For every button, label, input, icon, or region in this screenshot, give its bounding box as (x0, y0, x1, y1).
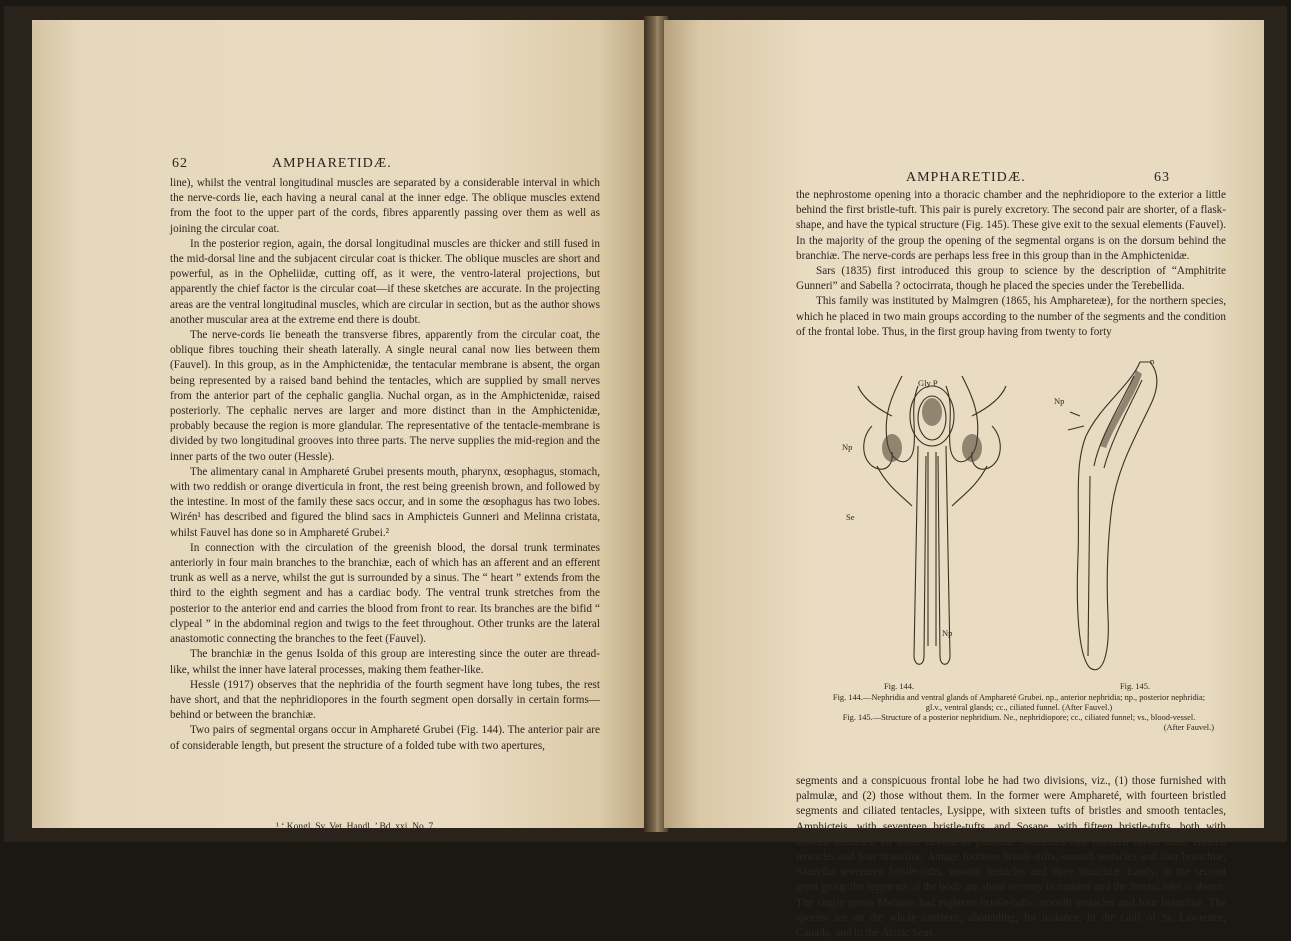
paragraph: The alimentary canal in Amphareté Grubei presents mouth, pharynx, œsophagus, stomach, with two reddish or orange diverticula in front, the rest being greenish brown, and followed by the intestine. In most of the family these sacs occur, and in some the œsophagus has two lobes. Wirén¹ has described and figured the blind sacs in Amphicteis Gunneri and Melinna cristata, whilst Fauvel has done so in Amphareté Grubei.² (170, 465, 600, 539)
footnotes (276, 822, 596, 844)
footnote: ¹ ‘ Kongl. Sv. Vet. Handl.,’ Bd. xxi, No. 7. (276, 822, 436, 832)
paragraph: Hessle (1917) observes that the nephridia of the fourth segment have long tubes, the rest have short, and that the nephridiopores in the fourth segment open dorsally in certain forms—behind or between the branchiæ. (170, 678, 600, 722)
fig-145-illustration (1050, 356, 1190, 676)
paragraph: segments and a conspicuous frontal lobe he had two divisions, viz., (1) those furnished with palmulæ, and (2) those without them. In the former were Amphareté, with fourteen bristled segments and ciliated tentacles, Lysippe, with sixteen tufts of bristles and smooth tentacles, Amphicteis, with seventeen bristle-tufts, and Sosane, with fifteen bristle-tufts, both with smooth tentacles. Of those devoid of palmulæ Sabellides had fourteen bristle-tufts, ciliated tentacles and four branchiæ, Amage fourteen bristle-tufts, smooth tentacles and four branchiæ, Samytha seventeen bristle-tufts, smooth tentacles and three branchiæ. Lastly, in the second great group the segments of the body are about seventy in number and the frontal lobe is absent. The single genus Melinna had eighteen bristle-tufts, smooth tentacles and four branchiæ. The species are on the whole northern, abounding, for instance, in the Gulf of St. Lawrence, Canada, and in the Arctic Seas. (796, 775, 1226, 940)
left-page (32, 20, 648, 843)
caption-text: Fig. 144.—Nephridia and ventral glands of Amphareté Grubei. np., anterior nephridia; np., posterior nephridia; gl.v., ventral glands; cc., ciliated funnel. (After Fauvel.) (832, 693, 1206, 712)
running-head: AMPHARETIDÆ. (272, 156, 392, 171)
body-text-top (796, 188, 1226, 340)
caption-text: (After Fauvel.) (1163, 723, 1214, 732)
figure-label: Np (1054, 396, 1065, 406)
caption-text: Fig. 145.—Structure of a posterior nephridium. Ne., nephridiopore; cc., ciliated funnel; vs., blood-vessel. (842, 713, 1196, 722)
figure-label: Np (842, 442, 853, 452)
paragraph: the nephrostome opening into a thoracic chamber and the nephridiopore to the exterior a little behind the first bristle-tuft. This pair is purely excretory. The second pair are shorter, of a flask-shape, and have the typical structure (Fig. 145). These give exit to the sexual elements (Fauvel). In the majority of the group the opening of the segmental organs is on the dorsum behind the branchiæ. The nerve-cords are perhaps less free in this group than in the Amphictenidæ. (796, 189, 1226, 262)
figure-label: Np (942, 628, 953, 638)
figure-caption (824, 682, 1214, 733)
fig-144-illustration (832, 356, 1032, 676)
paragraph: Sars (1835) first introduced this group to science by the description of “Amphitrite Gunneri” and Sabella ? octocirrata, though he placed the species under the Terebellida. (796, 265, 1226, 293)
page-number: 63 (1154, 170, 1170, 185)
paragraph: The nerve-cords lie beneath the transverse fibres, apparently from the circular coat, the oblique fibres touching their sheath laterally. A single neural canal now lies between them (Fauvel). In this group, as in the Amphictenidæ, the tentacular membrane is absent, the organ being represented by a raised band behind the tentacles, which are supplied by small nerves from the anterior part of the cephalic ganglia. Nuchal organ, as in the Amphictenidæ, raised posteriorly. The cephalic nerves are larger and more distinct than in the Amphictenidæ, probably because the region is more glandular. The representative of the tentacle-membrane is divided by two longitudinal grooves into three parts. The nerve supplies the mid-region and the inner parts of the two outer (Hessle). (170, 329, 600, 463)
body-text-bottom (796, 774, 1226, 941)
paragraph: In connection with the circulation of the greenish blood, the dorsal trunk terminates anteriorly in four main branches to the branchiæ, each of which has an afferent and an efferent trunk as well as a nerve, whilst the gut is surrounded by a sinus. The “ heart ” extends from the third to the eighth segment and has a cardiac body. The ventral trunk stretches from the posterior to the anterior end and carries the blood from front to rear. Its branches are the bifid “ clypeal ” in the abdominal region and twigs to the feet throughout. Other trunks are the lateral anastomotic connecting the branches to the feet (Fauvel). (170, 541, 600, 646)
paragraph: In the posterior region, again, the dorsal longitudinal muscles are thicker and still fused in the mid-dorsal line and the subjacent circular coat is thicker. The oblique muscles are short and powerful, as in the Opheliidæ, cutting off, as it were, the ventro-lateral projections, but apparently the chief factor is the circular coat—if these sketches are accurate. In the projecting areas are the ventral longitudinal muscles, which are circular in section, but as the author shows another muscular area at the extreme end there is doubt. (170, 237, 600, 326)
figure-label: Gly P (918, 378, 938, 388)
book-spread (4, 6, 1287, 940)
figure-number: Fig. 144. (884, 682, 915, 691)
paragraph: The branchiæ in the genus Isolda of this group are interesting since the outer are thread-like, whilst the inner have lateral processes, making them feather-like. (170, 648, 600, 676)
running-head: AMPHARETIDÆ. (906, 170, 1026, 185)
footnote: ² ‘ Bull. scientif. France et Belgique,’ t. xxx. (276, 833, 444, 843)
figure-label: Se (846, 512, 855, 522)
paragraph: line), whilst the ventral longitudinal muscles are separated by a considerable interval in which the nerve-cords lie, each having a neural canal at the inner edge. The oblique muscles extend from the foot to the upper part of the cords, fibres apparently passing over them as well as joining the circular coat. (170, 177, 600, 235)
right-page (664, 20, 1264, 940)
figure-number: Fig. 145. (1120, 682, 1151, 691)
page-number: 62 (172, 156, 188, 171)
figure-plate (832, 356, 1192, 676)
paragraph: Two pairs of segmental organs occur in Amphareté Grubei (Fig. 144). The anterior pair are of considerable length, but present the structure of a folded tube with two apertures, (170, 724, 600, 752)
body-text (170, 176, 600, 754)
figure-label: n (1150, 356, 1155, 366)
paragraph: This family was instituted by Malmgren (1865, his Amphareteæ), for the northern species, which he placed in two main groups according to the number of the segments and the condition of the frontal lobe. Thus, in the first group having from twenty to forty (796, 295, 1226, 338)
